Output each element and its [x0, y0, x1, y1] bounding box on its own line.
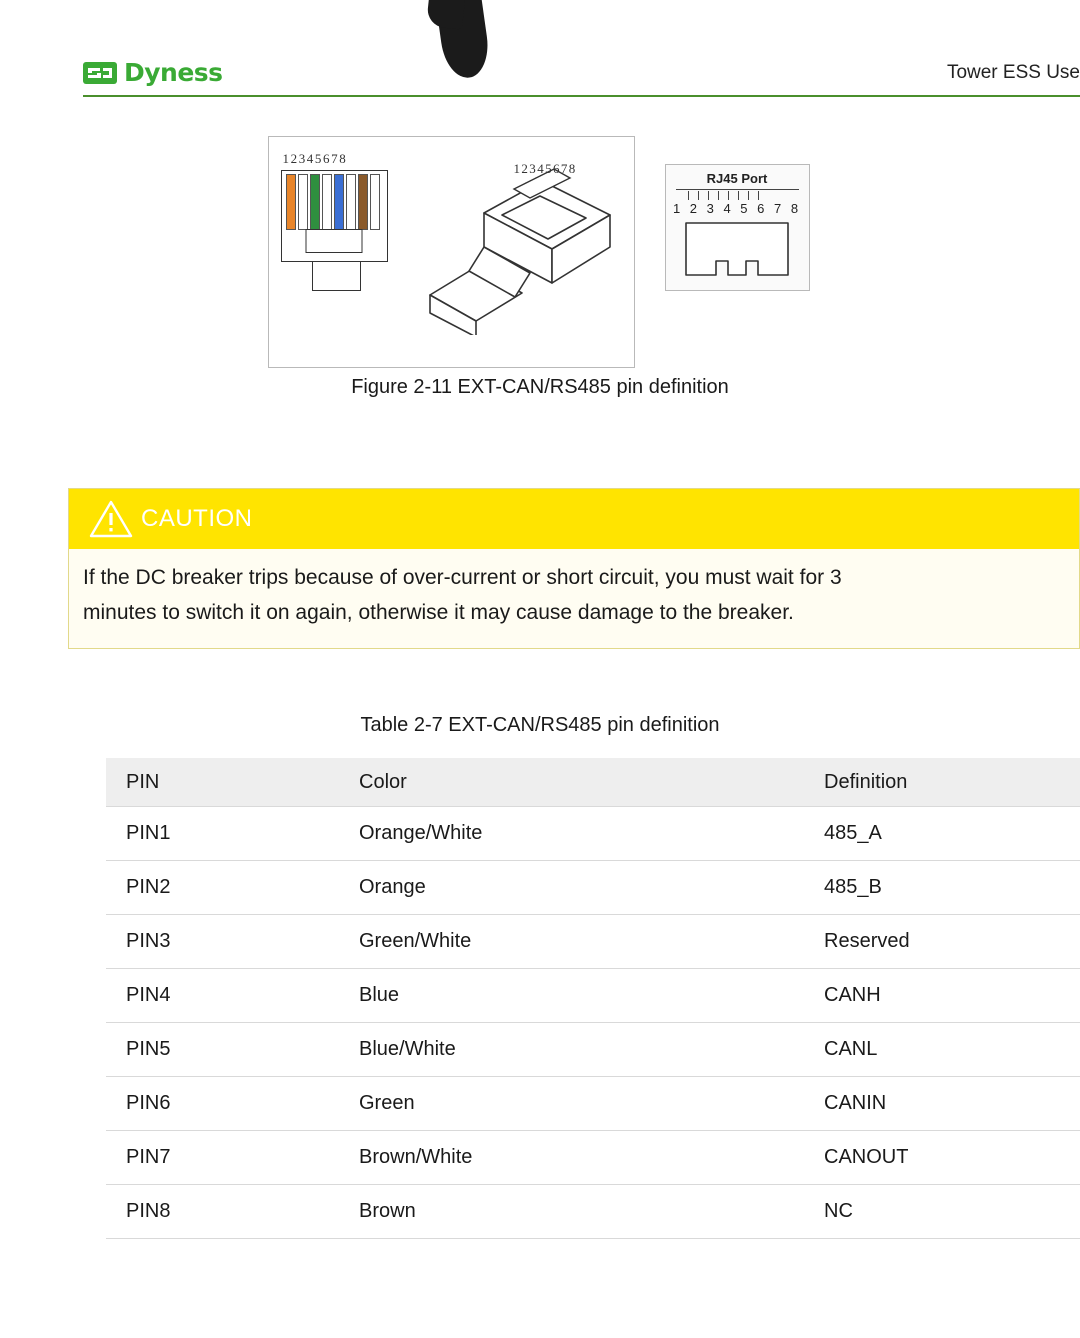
port-tick — [698, 191, 699, 200]
table-row — [106, 1185, 1080, 1239]
port-tick — [748, 191, 749, 200]
port-tick — [728, 191, 729, 200]
caution-line-2: minutes to switch it on again, otherwise it may cause damage to the breaker. — [83, 600, 794, 624]
figure-image — [268, 130, 813, 362]
cell-definition: NC — [824, 1185, 1080, 1239]
port-tick — [708, 191, 709, 200]
port-divider — [676, 189, 799, 190]
wire-1 — [286, 174, 296, 230]
cell-definition: CANIN — [824, 1077, 1080, 1131]
plug-cable-tail — [312, 262, 361, 291]
cell-pin: PIN5 — [106, 1023, 341, 1077]
table-row — [106, 1077, 1080, 1131]
cell-pin: PIN4 — [106, 969, 341, 1023]
rj45-port-panel — [665, 164, 810, 291]
cell-definition: 485_B — [824, 861, 1080, 915]
port-tick — [718, 191, 719, 200]
cell-color: Green — [341, 1077, 824, 1131]
cell-pin: PIN6 — [106, 1077, 341, 1131]
table-row — [106, 1023, 1080, 1077]
page-header — [0, 50, 1080, 102]
wire-3 — [310, 174, 320, 230]
rj45-plug-3d-view — [414, 155, 624, 335]
cell-definition: CANH — [824, 969, 1080, 1023]
cell-pin: PIN3 — [106, 915, 341, 969]
document-title: Tower ESS Use — [946, 62, 1080, 83]
wire-5 — [334, 174, 344, 230]
wire-6 — [346, 174, 356, 230]
port-tick — [738, 191, 739, 200]
cell-pin: PIN1 — [106, 807, 341, 861]
caution-line-1: If the DC breaker trips because of over-current or short circuit, you must wait for 3 — [83, 566, 842, 589]
dyness-logo — [83, 58, 223, 87]
rj45-port-title: RJ45 Port — [706, 171, 768, 186]
table-row — [106, 861, 1080, 915]
caution-header — [69, 489, 1079, 549]
plug-3d-pin-numbers: 12345678 — [513, 161, 577, 176]
port-outline — [684, 221, 790, 277]
port-tick-marks — [688, 191, 759, 200]
wire-7 — [358, 174, 368, 230]
caution-box — [68, 488, 1080, 649]
header-divider — [83, 95, 1080, 97]
cell-color: Green/White — [341, 915, 824, 969]
figure-2-11 — [0, 130, 1080, 398]
cell-color: Blue — [341, 969, 824, 1023]
cell-color: Orange/White — [341, 807, 824, 861]
cell-pin: PIN2 — [106, 861, 341, 915]
cell-color: Blue/White — [341, 1023, 824, 1077]
plug-pin-numbers: 12345678 — [282, 151, 348, 166]
cell-color: Brown/White — [341, 1131, 824, 1185]
table-caption: Table 2-7 EXT-CAN/RS485 pin definition — [360, 714, 720, 736]
rj45-plug-panel — [268, 136, 635, 368]
rj45-plug-front-view — [281, 151, 392, 291]
warning-triangle-icon — [89, 499, 133, 539]
cell-pin: PIN7 — [106, 1131, 341, 1185]
cell-pin: PIN8 — [106, 1185, 341, 1239]
column-header-pin: PIN — [106, 758, 341, 807]
wire-2 — [298, 174, 308, 230]
cell-definition: CANOUT — [824, 1131, 1080, 1185]
port-pin-numbers: 1 2 3 4 5 6 7 8 — [672, 201, 802, 216]
table-row — [106, 1131, 1080, 1185]
cell-definition: CANL — [824, 1023, 1080, 1077]
figure-caption: Figure 2-11 EXT-CAN/RS485 pin definition — [351, 376, 729, 398]
caution-text — [69, 549, 1079, 648]
cell-color: Orange — [341, 861, 824, 915]
caution-label: CAUTION — [141, 505, 253, 532]
table-header-row — [106, 758, 1080, 807]
column-header-definition: Definition — [824, 758, 1080, 807]
port-tick — [688, 191, 689, 200]
column-header-color: Color — [341, 758, 824, 807]
wire-8 — [370, 174, 380, 230]
port-tick — [758, 191, 759, 200]
pin-definition-table — [106, 758, 1080, 1239]
cell-color: Brown — [341, 1185, 824, 1239]
dyness-logo-text: Dyness — [124, 58, 223, 87]
cell-definition: 485_A — [824, 807, 1080, 861]
wire-4 — [322, 174, 332, 230]
table-row — [106, 915, 1080, 969]
dyness-logo-icon — [83, 62, 117, 84]
wire-strip — [286, 174, 380, 230]
plug-latch — [306, 229, 363, 253]
plug-body — [281, 170, 388, 262]
table-row — [106, 807, 1080, 861]
table-row — [106, 969, 1080, 1023]
cell-definition: Reserved — [824, 915, 1080, 969]
